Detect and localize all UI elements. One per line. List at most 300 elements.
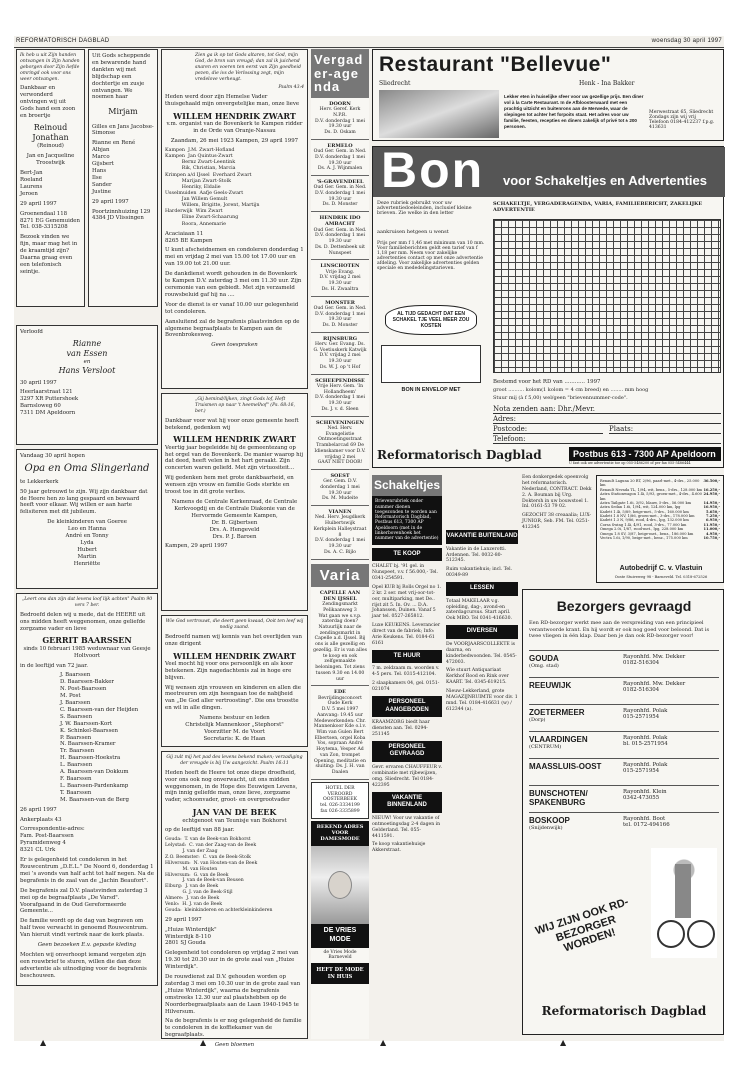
location-name: BOSKOOP [529,816,570,825]
car-list [597,476,723,543]
deceased-note: sinds 10 februari 1985 weduwnaar van Geesje Holtvoort [23,645,151,659]
obituary-verse: Zien ga ik op tot Gods altaren, tot God, mijn God, de bron van vreugd; dan zal ik juichend snaren en voeren ten eerst van Zijn goedheid pezen, die ivs de Verlossing zegt, mijn vredelove verheugt. [195,53,301,82]
child-name: Mirjam [108,107,138,117]
family-list: J. Baarssen D. Baarssen-Bakker N. Post-Baarssen M. Post J. Baarssen C. Baarssen-van der Heijden S. Baarssen J. W. Baarssen-Kort K. Schinkel-Baarssen P. Baarssen N. Baarssen-Kramer Tr. Baarssen H. Baarssen-Hoekstra L. Baarssen A. Baarssen-van Dokkum F. Baarssen L. Baarssen-Pardenkamp T. Baarssen M. Baarssen-van de Berg [60,672,139,803]
name-field[interactable]: Nota zenden aan: Dhr./Mevr. [493,405,721,414]
fashion-ad-title: BEKEND ADRES VOOR DAMESMODE [311,821,369,846]
fashion-slogan: HEFT DE MODE IN HUIS [311,963,369,984]
classified-item: De VOORJAARSCOLLEKTE is daarna, en kinderbedwoonden. Tel. 0545-472003. [446,641,517,665]
location-cell [529,681,619,701]
agenda-item-place: ERMELO [327,142,353,149]
agenda-item-speaker: Ds. A. C. Bijlo [324,549,356,555]
car-description: Renault Nevada TL, 1/94, wit, benz., 5-drs., 128.000 km [600,487,703,492]
envelope-icon [381,345,481,383]
agenda-item-time: GAAT NIET DOOR! [317,460,363,466]
carriers-wanted-ad [522,589,724,1035]
car-price: 10.750,- [703,535,720,540]
carrier-location-row [529,650,719,677]
car-price: 4.950,- [706,531,720,536]
agenda-item-church: Ned. Herv. Jeugdkerk Huibertswijk Kerkplein Halleystraat 8 [313,515,367,538]
correspondence-address: Correspondentie-adres: Fam. Post-Baarssen Pyramidenweg 4 8321 CL Urk [20,826,85,854]
visit-note: Bezoek vinden we fijn, maar mag het in de kraamtijd zijn? Daarna graag even een telefonisch seintje. [20,234,78,275]
classifieds-title: Schakeltjes [372,475,442,496]
classified-item: Wie stuurt Antiquariaat Kerkhof Rood en Rink over KAART. Tel. 0345-619215. [446,668,509,686]
price-info: Prijs per mm f 1,46 met minimum van 10 mm. Voor familieberichten geldt een tarief van f 1,18 per mm. Neem voor zakelijke advertenties contact op met onze advertentie afdeling. Voor zakelijke advertenties gelden speciale en mededelingstarieven. [377,241,485,271]
car-price: 5.650,- [706,509,720,514]
agenda-title: Vergader-agenda [311,49,369,98]
agenda-item-church: Oud Ger. Gem. in Ned. [313,185,367,191]
classified-category: DIVERSEN [446,625,518,639]
obituary-zwart-church [161,393,308,611]
agenda-item [311,297,369,333]
classifieds-right-list [446,530,518,713]
classified-item: NIEUW! Voor uw vakantie of ontmoetingsdag 2-4 dagen in Gelderland. Tel. 055-4411591. [372,815,441,839]
classifieds-auto-text [522,475,594,585]
tribute-text: Veertig jaar begeleidde hij de gemeentezang op het orgel van de Bovenkerk. De manier waarop hij dat deed, heeft velen in het hart geraakt. Zijn concerten waren geliefd. Met zijn virtuositeit... [165,444,304,472]
dealer-name: Autobedrijf C. v. Vlastuin [619,565,703,572]
car-description: Omega 1.8 SV, 3/87, beige-met., benz., 186.000 km [600,531,694,536]
birth-announcement-reinoud [16,49,85,307]
family-list: Gouda: T. van de Beek-van Bokhorst Lelystad: C. van der Zaag-van de Beek J. van der Zaag Z.O. Beemster: C. van de Beek-Stolk Hilversum: N. van Houten-van de Beek M. van Houten Hilversum: G. van de Beek J. van de Beek-van Beusen Elburg: J. van de Beek G. J. van de Beek-Stijl Almere: J. van de Beek Venlo: H. J. van de Beek Gouda: kleinkinderen en achterkleinkinderen [165,837,273,913]
agenda-item-church: Vrije Evang. [325,269,355,275]
fax-info: U faxt ook uw advertentie toe op 055-5486200 of per fax 055-5486444 [569,461,691,465]
obituary-text: Bedroefd delen wij u mede, dat de HEERE uit ons midden heeft weggenomen, onze geliefde zorgzame vader en lieve [20,611,146,632]
location-cell [529,708,619,728]
location-name: VLAARDINGEN [529,735,588,744]
agenda-item-church: Oud Ger. Gem. in Ned. [313,305,367,311]
obituary-baarssen [16,593,158,986]
no-speeches-note: Geen toespraken [211,342,258,349]
newspaper-name: REFORMATORISCH DAGBLAD [16,38,110,44]
restaurant-description: Lekker eten in huiselijke sfeer voor uw gezellige prijs. Een diner vol à la Carte Restaurant. In de Afbloosterwaard met een prachtig uitzicht en buitenrons aan de Merwede, waar de slepingen tot achter het forpoits staat. Het adres voor uw familie, feesten, recepties en diners zakelijk of privé tot ± 200 personen. [504,94,644,129]
dealer-address: Ooste Stuiveweg 98 - Barneveld. Tel. 0318-672526 [614,575,708,579]
classified-item: Ruim vakantiehuis; incl. Tel. 00349-89 [446,567,513,579]
anniversary-place: te Lekkerkerk [20,478,59,485]
obituary-date: 26 april 1997 [20,806,57,813]
car-row [600,536,720,540]
classifieds-column-2 [446,475,518,1035]
grandchildren: De kleinkinderen van Goeree Leo en Hanna André en Tonny Lyda Hubert Martin Henriëtte [47,519,127,567]
tribute-text: Veel mocht hij voor ons persoonlijk en als koor betekenen. Zijn nagedachtenis zal in hoge ere blijven. [165,660,293,681]
auto-classified-1: Een donkergedek opeenvolg het reformatorisch. Nederland, CONTRACT. Dekk 2. A. Bouman bij Urg. Doktersh in uw bouwstoel 1. Inl. 0161-53 79 02. [522,475,592,510]
bike-wheel-icon [657,920,685,948]
no-flowers-note: Geen bloemen [214,1042,255,1049]
car-description: Omega 2.0i, 1/87, rood-met., lpg, 228.000 km [600,527,684,532]
engaged-name-4: Hans Versloot [58,366,116,376]
location-contact: Rayonhfd. Boot tel. 0172-494166 [623,816,670,828]
classified-item: 2 slaapkamers 04, gel. 0151-021074 [372,681,440,692]
obituary-zwart-family [161,49,308,389]
classified-item: Luxe KEUKENS. Leverancier direct van de fabriek; Info: Arie Keukens. Tel. 0184-61 6161 [372,623,441,646]
classifieds-left-list [372,548,442,855]
agenda-item-church: Oud Ger. Gem. in Ned. [313,227,367,233]
classified-item: Te koop vakantiehuisje Akkerstraat. [372,842,426,854]
parents-names: Gilles en Jans Jacobse-Simonse [92,123,154,137]
agenda-item-speaker: Ds. D. Monster [322,323,358,329]
obituary-text: Bedroefd namen wij kennis van het overlijden van onze dirigent [165,633,302,647]
classified-category: TE KOOP [372,548,442,562]
restaurant-address: Merwestraat 65, Sliedrecht Zondags zijn wij vrij Telefoon 0184-412237 f.p.g. 413631 [649,110,715,130]
agenda-item-church: Ned. Herv. Evangelistie Ontmoetingsstraat Trambelarcad 69 De Idienskamer voor D.V. vrijdag 2 mei [314,425,366,460]
obituary-verse: Gij zult mij het pad des levens bekend maken; verzadiging der vreugde is bij Uw aangezicht. Psalm 16:11 [166,755,303,766]
agenda-item [311,260,369,296]
agenda-item-speaker: Ds. D. Oskam [324,130,356,136]
car-price: 6.950,- [706,518,720,523]
classified-category: PERSONEEL AANGEBODEN [372,696,442,717]
location-area: (CENTRUM) [529,744,562,750]
carrier-location-row [529,731,719,758]
no-visit-note: Geen bezoeken E.v. gepaste kleding [37,942,137,949]
obituary-verse: „Gij bemind/lijken, zingt Gods lof, Heft Truismen op naar 't heemelhof" (Ps. 68:16, ber.) [195,397,296,414]
classified-category: PERSONEEL GEVRAAGD [372,741,442,762]
agenda-item-speaker: Ds. M. Mudeite [322,496,358,502]
classified-item: 7 m. zeldzaam m. woorden v. 4-5 pers. Tel. 0315-412104. [372,666,440,678]
car-description: Renault Laguna 20 RT, 2/96, paarl-met., 4-drs., 25.000 km [600,479,700,488]
location-area: (Omg. stad) [529,663,559,669]
location-cell [529,654,619,674]
car-description: Astra Tailgate 1.6i, 3/92, blauw, 5-drs., 56.000 km [600,500,692,505]
agenda-item-place: SCHEEPENDISSE [315,377,365,384]
restaurant-name: Restaurant "Bellevue" [379,53,612,76]
agenda-item-speaker: Ds. D. Monster [322,202,358,208]
agenda-item-church: Herv. Ger. Evang. Ds. G. Voetiuskerk Katwijk [313,342,367,353]
promo-bubble: AL TIJD GEDACHT DAT EEN SCHAKEL TJE VEEL MEER ZOU KOSTEN [385,305,477,335]
car-dealer-ad [596,475,724,583]
siblings-names: Bert-Jan Roeland Laurens Jeroen [20,170,43,197]
obituary-verse: „Leert ons dan zijn dat levens loof lijk achten" Psalm 90 vers 7 ber. [21,597,153,608]
agenda-item [311,98,369,140]
model-photo [311,846,369,924]
agenda-list [311,98,369,560]
agenda-item [311,140,369,176]
engagement-announcement [16,325,158,445]
text-entry-grid[interactable] [493,219,721,373]
car-description: Kadett 1.3 N, 9/86, rood, 4-drs., lpg, 132.000 km [600,518,689,523]
agenda-item-speaker: Ds. H. Zwaaltra [321,286,359,292]
agenda-item-place: MONSTER [325,299,355,306]
obituary-address: Ankerplaats 43 [20,816,62,823]
siblings-names: Rianne en René Albjan Marco Gijsbert Hans Ilse Sander Justine [92,140,136,195]
family-list: Kampen J.M. Zwart-Hofland Kampen Jan Quintus-Zwart Bernz Zwart-Leentink Rik, Christian, Marcia Krimpen a/d IJssel Everhard Zwart Marijan Zwart-Stolk Henriky, Eldalie Usselmuiden Aafje Geels-Zwart Jan Willem Gemult Willem, Brigitte, Jorent, Martijn Harderwijk Wim Zwart Eline Zwart-Schaarung Roora, Annemarie [165,148,260,227]
car-price: 11.000,- [703,527,720,532]
child-name-2: Jonathan [32,133,69,143]
obituary-verse: Wie God vertrouwt, die deert geen kwaad, Ooit ten leef wij nodig zaand. [165,619,304,630]
varia-item-event: Bevrijdingsconcert Oude Kerk [317,695,363,707]
obituary-text: Dankbaar voor wat hij voor onze gemeente heeft betekend, gedenken wij [165,417,299,431]
restaurant-photo [379,90,499,138]
car-price: 7.250,- [706,514,720,518]
visit-info: Gelegenheid tot condoleren op vrijdag 2 mei van 19.30 tot 20.30 uur in de grote zaal van „Huize Winterdijk". [165,950,299,971]
deceased-name: WILLEM HENDRIK ZWART [173,650,296,661]
column-obituaries-zwart [161,49,308,1049]
car-price: 14.950,- [703,500,720,505]
order-form-ad [372,142,724,468]
birth-address: Groenendaal 118 8271 EG Genemuiden Tel. 038-3315208 [20,210,80,231]
carrier-location-row [529,785,719,812]
fashion-brand: DE VRIES MODE [311,924,369,948]
signatories: Namens de Centrale Kerkenraad, de Centrale Kerkvoogdij en de Centrale Diakonie van de Hervormde Gemeente Kampen, Dr. B. Gijbertsen Drs. A. Hengeveld Drs. P. J. Baroen [171,499,298,540]
classified-item: Gevr. ervaren CHAUFFEUR v. combinatie met rijbewijzen, omg. Sliedrecht. Tel 0184-422395 [372,765,442,788]
bicycle-illustration [651,848,717,958]
carrier-location-row [529,758,719,785]
code-option[interactable]: Stuur mij (à f 5,00) wel/geen "brievennummer-code". [493,395,628,401]
postcode-field[interactable]: Postcode: [493,425,603,434]
varia-list [311,587,369,780]
order-date-field[interactable]: Bestemd voor het RD van ............ 1997 [493,379,601,385]
car-row [600,492,720,501]
location-cell [529,735,619,755]
varia-item-place: EDE [334,689,346,696]
carrier-location-row [529,704,719,731]
agenda-item-church: Herv. Geref. Kerk N.P.R. [319,107,361,118]
birth-death-dates: Zaandam, 26 mei 1923 Kampen, 29 april 1997 [170,138,299,145]
location-contact: Rayonhfd. Klein 0342-473055 [623,789,667,801]
engaged-address: Heerlaarstraat 121 3297 XR Puttershoek Barnsloweg 60 7311 DM Apeldoorn [20,389,79,417]
engaged-name-2: van Essen [66,349,108,359]
auto-classified-2: GEZOCHT 38 creaaalia; LUX-JUNIOR, Seb. FM. Tel. 0251-412345 [522,513,592,530]
fold-mark: ▲ [560,1038,567,1047]
form-subtitle: voor Schakeltjes en Advertenties [503,173,707,188]
service-info: De dankdienst wordt gehouden in de Bovenkerk te Kampen D.V. zaterdag 3 mei om 11.30 uur. Zijn ceremonie van een gebiedt. Met zijn verzameld rouwsbeluid gaf hij na .... [165,271,302,298]
agenda-item [311,375,369,417]
deceased-name: GERRIT BAARSSEN [42,635,132,646]
agenda-item-place: 'S-GRAVENDEEL [316,179,364,186]
location-name: ZOETERMEER [529,708,585,717]
burial-info: Aansluitend zal de begrafenis plaatsvinden op de algemene begraafplaats te Kampen aan de Bovenbrokesweg. [165,318,300,339]
agenda-item [311,506,369,559]
agenda-item [311,212,369,260]
classified-category: LESSEN [446,582,518,596]
child-name: Reinoud [33,122,68,132]
anniversary-couple: Opa en Oma Slingerland [24,462,150,474]
birth-text: Uit Gods scheppende en bewarende hand dankten wij met blijdschap een dochtertje en zusje ontvangen. We noemen haar [92,53,151,101]
birth-announcement-mirjam [88,49,158,307]
anniversary-text: 50 jaar getrouwd te zijn. Wij zijn dankbaar dat de Heere hen zo lang gespaard en bewaard heeft voor elkaar. Wij willen er aan harte felisiteren met dit jubileum. [20,488,148,516]
car-price: 24.950,- [703,492,720,497]
phone-field[interactable]: Telefoon: [493,435,721,444]
anniversary-intro: Vandaag 30 april hopen [20,453,85,459]
classified-item: Opel KUB bj Rolls Orgel no 1. 2 kr. 2 ser. met vrij-oor-tot-oor, multiparking, met De.. rijst zit 5. In. Ov. ... D.A. Johanssen, Duinen. Vanaf 5 jaar tel. 0527-265812. [372,584,442,620]
obituary-van-de-beek [161,751,308,1049]
classified-item: Totaal MAKELAAR v.g. opleiding, dag-, avond-en zaterdagcursus. Start april. Ook MBO. Tel 0341-416630. [446,598,512,622]
engaged-label: Verloofd [20,329,43,335]
column-agenda [311,49,369,1039]
burial-info: De begrafenis zal D.V. plaatsvinden zaterdag 3 mei op de begraafplaats „De Varsd". Voorafgaand in de Oud Gereformeerde Gemeente... [20,887,148,915]
location-name: GOUDA [529,654,559,663]
location-contact: Rayonhfd. Mw. Dekker 0182-516304 [623,654,686,666]
family-info: De familie wordt op de dag van begraven om half twee verwacht in genoemd Rouwcentrum. Van hieruit vindt vertrek naar de kerk plaats. [20,918,148,939]
classified-item: Nieuw-Lekkerland, grote MAGAZIJNRUIMTE voor div. 1 mnd. Tel. 0184-416631 (w) / 612344 (a). [446,689,518,712]
birth-text: Dankbaar en verwonderd ontvingen wij uit Gods hand een zoon en broertje [20,85,76,119]
fold-mark: ▲ [40,1038,47,1047]
agenda-item-place: VIANEN [328,509,352,516]
agenda-item-speaker: Ds. A. J. Wijnmalen [317,166,363,172]
anniversary-announcement [16,449,158,589]
deceased-name: WILLEM HENDRIK ZWART [173,434,296,445]
carrier-slogan: WIJ ZIJN OOK RD-BEZORGER WORDEN! [533,895,631,955]
parents-names: Jan en Jacqueline Troostwijk [26,153,75,167]
carrier-location-row [529,677,719,704]
agenda-item-time: D.V. donderdag 1 mei 19.30 uur [315,233,365,245]
agenda-item-speaker: Ds. J. v. d. Sleen [321,406,359,412]
car-description: Astra Sedan 1.6i, 1/94, wit, 124.000 km, lpg [600,505,681,510]
agenda-item [311,470,369,506]
obituary-zwart-choir [161,615,308,747]
tribute-text-2: Wij wensen zijn vrouwen en kinderen en allen die meetreuren om zijn heengaan toe de nabijheid van „De God aller vertroosting". Die ons troostte en wil in alle dingen. [165,684,301,712]
agenda-item-time: D.V. vrijdag 2 mei 19.30 uur [319,353,361,365]
restaurant-ad [372,49,724,141]
restaurant-town: Sliedrecht [379,80,411,87]
address-field[interactable]: Adres: [493,415,721,424]
location-name: REEUWIJK [529,681,572,690]
carriers-title: Bezorgers gevraagd [556,598,692,614]
location-name: MAASSLUIS-OOST [529,762,602,771]
place-field[interactable]: Plaats: [609,425,721,434]
hotel-ad: HOTEL DER VEROORD OOSTERBEEK tel. 026-3334199 fax 026-3335899 [311,782,369,819]
location-area: (Dorp) [529,717,546,723]
agenda-item [311,176,369,212]
agenda-item-time: D.V. donderdag 1 mei 19.30 uur [315,154,365,166]
obituary-address: „Huize Winterdijk" Winterdijk 8-110 2801 SJ Gouda [165,926,217,947]
agenda-item-place: HENDRIK IDO AMBACHT [319,215,361,228]
agenda-item-time: D.V. donderdag 1 mei 19.30 uur [315,538,365,550]
page-date: woensdag 30 april 1997 [651,38,722,44]
location-area: (Snijdenwijk) [529,825,563,831]
condolence-info: Na de begrafenis is er nog gelegenheid de familie te condoleren in de koffiekamer van de begraafplaats. [165,1018,302,1039]
location-contact: Rayonhfd. Mw. Dekker 0182-516304 [623,681,686,693]
model-face-icon [328,871,352,899]
agenda-item-church: Oud Ger. Gem. in Ned. [313,149,367,155]
visit-info: U kunt afscheidnemen en condoleren donderdag 1 mei en vrijdag 2 mei van 15.00 tot 17.00 uur en van 19.00 tot 21.00 uur. [165,247,304,268]
location-cell [529,789,619,809]
column-births-deaths [16,49,158,1039]
agenda-item-time: D.V. vrijdag 2 mei 19.30 uur [319,275,361,287]
birth-verse: Ik heb u uit Zijn handen ontvangen in Zijn handen geborgen door Zijn liefde omringd ook voor ons weer ontvangen. [20,53,80,82]
car-description: Astra Stationwagon 1.4i, 5/93, groen-met., 4-drs., 4.600 km [600,492,702,501]
car-description: Kadett 1.8 NV, 1/86, groen-met., 3-drs., 178.000 km [600,514,695,518]
classified-item: CHALET bj. '91 gel. in Nunspeet, v.v. f 56.000,- Tel. 0341-254591. [372,564,438,582]
ad-type-options[interactable]: SCHAKELTJE, VERGADERAGENDA, VARIA, FAMILIEBERICHT, ZAKELIJKE ADVERTENTIE [493,201,703,213]
classifieds-spacer [446,475,518,527]
verse-reference: Psalm 43:4 [278,85,304,91]
location-contact: Rayonhfd. Polak bl. 015-2571954 [623,735,668,747]
carriers-intro: Een RD-bezorger werkt mee aan de verspreiding van een principieel verantwoorde krant. En hij wordt er ook nog goed voor beloond. Dat is twee vliegen in één klap. Daar ben je dan ook RD-bezorger voor! [529,620,710,639]
location-cell [529,762,619,782]
newspaper-logo: Reformatorisch Dagblad [377,448,542,462]
classified-item: KRAAMZORG biedt haar diensten aan. Tel. 0294-251145 [372,720,430,737]
engaged-name-3: en [83,359,91,366]
agenda-item-time: D.V. donderdag 1 mei 19.30 uur [315,311,365,323]
condolence-info: Er is gelegenheid tot condoleren in het Rouwcentrum „D.E.L." De Noord 6, donderdag 1 mei ’s avonds van half acht tot half negen. Na de begrafenis in de zaal van de „Jachin Beaufort". [20,857,154,884]
location-cell [529,816,619,836]
birth-date: 29 april 1997 [20,200,57,207]
varia-item-details: D.V. 5 mei 1997 Aanvang: 19.45 uur Medewerkenden: Chr. Mannenkoor Kde o.l.v. Wim van Gulen Bert Elbertsen, orgel Koba Vos, sopraan André Hoytema, Vesper Ad van Zon, trompet Opening, meditatie en sluiting: Ds. J. H. van Daalen [313,707,367,776]
size-field[interactable]: groot .......... kolom(1 kolom = 4 cm breed) en ........ mm hoog [493,387,649,393]
deceased-spouse: echtgenoot van Teunisje van Bokhorst [182,817,287,824]
car-description: Vectra 1.6i, 1/90, beige-met., benz., 175.000 km [600,535,688,540]
location-contact: Rayonhfd. Polak 015-2571954 [623,762,668,774]
signatories: Namens bestuur en leden Christelijk Mannenkoor „Stephorst" Voorzitter M. de Voort Secretaris: K. de Haan [185,715,284,742]
agenda-item-time: D.V. donderdag 1 mei 19.30 uur [315,395,365,407]
child-name-3: (Reinoud) [37,143,64,150]
agenda-item-place: SCHEVENINGEN [316,419,364,426]
varia-item-event: Zendingsmarkt Pelikaanweg 3 [322,602,358,613]
obituary-text: Heden werd door zijn Hemelse Vader thuisgehaald mijn onvergetelijke man, onze lieve [165,94,300,108]
fold-mark: ▲ [380,1038,387,1047]
condolence-info: Voor de dienst is er vanaf 10.00 uur gelegenheid tot condoleren. [165,301,299,315]
agenda-item [311,417,369,470]
carrier-locations [529,650,719,839]
varia-item [311,587,369,687]
agenda-item-time: D.V. donderdag 1 mei 19.30 uur [315,118,365,130]
obituary-text: Heden heeft de Heere tot onze diepe droefheid, voor ons ook nog onverwacht, uit ons midden weggenomen, in de Hope des Eeuwigen Levens, mijn innig geliefde man, onze lieve, zorgzame vader, schoonvader, groot- en overgrootvader [165,769,298,804]
deceased-age: in de leeftijd van 72 jaar. [20,662,88,669]
agenda-item-speaker: Ds. D. Dettenbeek uit Nunspeet [314,244,366,256]
obituary-address: Acaciaiaan 11 8265 BE Kampen [165,230,213,244]
tribute-text-2: Wij gedenken hem met grote dankbaarheid, en wensen zijn vrouw en familie Gods sterkte en troost toe in dit grote verlies. [165,475,294,496]
car-price: 11.950,- [703,522,720,527]
form-intro: Deze rubriek gebruikt voor uw advertentiedoeleinden, inclusief kleine brieven. Zie welke in den letter [377,201,472,216]
agenda-item-place: LINSCHOTEN [320,263,360,270]
engaged-name-1: Rianne [72,338,102,348]
agenda-item-place: DOORN [329,100,351,107]
location-name: BUNSCHOTEN/ SPAKENBURG [529,789,588,807]
obituary-date: 29 april 1997 [165,916,202,923]
classified-category: TE HUUR [372,650,442,664]
form-instruction: aankruisen hetgeen u wenst [377,229,449,235]
agenda-item-church: Ger. Gem. D.V. donderdag 1 mei 19.30 uur [320,479,360,496]
rider-icon [675,864,691,918]
car-price: 36.500,- [703,479,720,483]
thanks-note: Mochten wij onverhoopt iemand vergeten zijn een rouwbrief te sturen, willen die dan deze advertentie als uitnodiging voor de begrafenis beschouwen. [20,951,147,979]
birth-address: Poortzinnhuizing 129 4384 JD Vlissingen [92,208,151,222]
page-header [14,36,724,48]
deceased-title: v.m. organist van de Bovenkerk te Kampen ridder in de Orde van Oranje-Nassau [166,121,303,135]
fashion-address: de Vries Mode Barneveld [323,949,357,961]
agenda-item-time: D.V. donderdag 1 mei 19.30 uur [315,191,365,202]
car-price: 16.950,- [703,505,720,510]
varia-item-place: CAPELLE AAN DEN IJSSEL [319,589,361,602]
car-description: Kadett 1.4i, 5/89, beige-met., 5-drs., 160.000 km [600,509,689,514]
car-row [600,479,720,488]
classifieds-intro: Brievenrubriek onder nummer dienen toegezonden te worden aan Reformatorisch Dagblad, Postbus 613, 7300 AP Apeldoorn (met in de linkerbovenhoek het nummer van de advertentie) [372,496,442,544]
car-price: 16.250,- [703,487,720,492]
location-contact: Rayonhfd. Polak 015-2571954 [623,708,668,720]
newspaper-logo: Reformatorisch Dagblad [541,1004,707,1018]
restaurant-owners: Henk - Ina Bakker [579,80,635,87]
carrier-location-row [529,812,719,839]
fold-mark: ▲ [200,1038,207,1047]
classifieds-column-1 [372,475,442,1035]
classified-category: VAKANTIE BINNENLAND [372,792,442,813]
service-info: De rouwdienst zal D.V. gehouden worden op zaterdag 3 mei om 10.30 uur in de grote zaal van „Huize Winterdijk", waarna de begrafenis omstreeks 12.30 uur zal plaatshebben op de Noorderbegraafplaats aan de Laan 1940-1945 te Hilversum. [165,974,301,1015]
birth-date: 29 april 1997 [92,198,129,205]
varia-title: Varia [311,564,369,587]
form-title: Bon [381,142,485,198]
agenda-item [311,333,369,375]
deceased-age: op de leeftijd van 88 jaar. [165,827,235,834]
envelope-note: BON IN ENVELOP MET [401,387,461,393]
agenda-item-church: Vrije Herv. Gem. 'In Hollandheem' [316,383,364,395]
postbus-address: Postbus 613 - 7300 AP Apeldoorn [569,447,721,461]
varia-item [311,686,369,780]
agenda-item-place: SOEST [330,473,350,479]
classified-item: Vakantie in de Lanzerotti. Ardennen. Tel. 0032-80-512345. [446,546,507,564]
varia-item-details: Wat gaan we s.v.p. zaterdag doen? Natuurlijk naar de zendingsmarkt in Capelle a.d. IJssel. Bij ons is alle gezellig en gezellig. Er is van alles te koop en ook zelfgemaakte beloningen. Tot ziens tussen 9.30 en 14.00 uur [313,613,367,682]
deceased-name: WILLEM HENDRIK ZWART [173,111,296,122]
classified-category: VAKANTIE BUITENLAND [446,530,518,544]
engaged-date: 30 april 1997 [20,379,57,386]
